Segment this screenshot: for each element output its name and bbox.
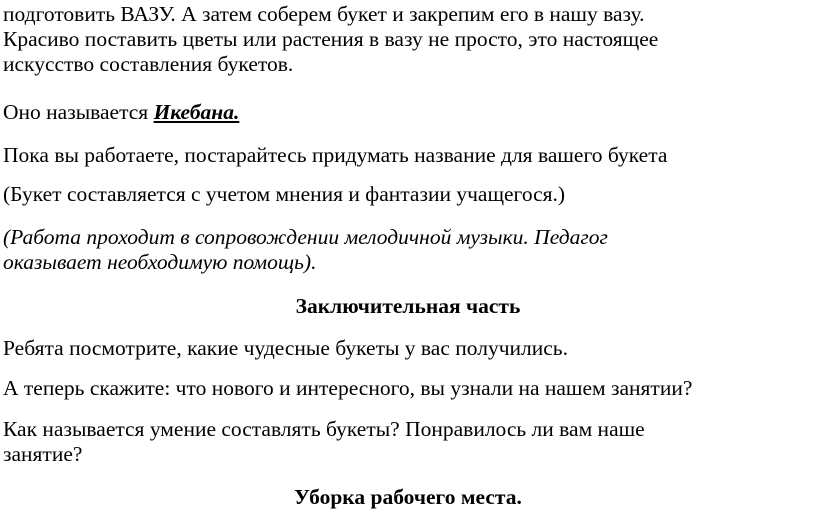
text-line: занятие? bbox=[3, 442, 83, 466]
text-line: оказывает необходимую помощь). bbox=[3, 250, 317, 274]
paragraph-vase-intro bbox=[3, 2, 803, 77]
paragraph-italic-note bbox=[3, 225, 803, 275]
text-line: искусство составления букетов. bbox=[3, 52, 294, 76]
text-prefix: Оно называется bbox=[3, 100, 154, 124]
text-line: подготовить ВАЗУ. А затем соберем букет и закрепим его в нашу вазу. bbox=[3, 2, 645, 26]
paragraph-what-new: А теперь скажите: что нового и интересного, вы узнали на нашем занятии? bbox=[3, 376, 693, 400]
paragraph-name-bouquet: Пока вы работаете, постарайтесь придумать название для вашего букета bbox=[3, 143, 668, 167]
paragraph-bouquet-note: (Букет составляется с учетом мнения и фантазии учащегося.) bbox=[3, 182, 566, 206]
term-ikebana: Икебана. bbox=[153, 100, 240, 124]
paragraph-ikebana bbox=[3, 100, 803, 125]
text-line: Как называется умение составлять букеты? Понравилось ли вам наше bbox=[3, 417, 645, 441]
heading-cleanup: Уборка рабочего места. bbox=[294, 485, 522, 509]
paragraph-look-bouquets: Ребята посмотрите, какие чудесные букеты у вас получились. bbox=[3, 336, 568, 360]
heading-final-part: Заключительная часть bbox=[295, 294, 521, 318]
text-line: (Работа проходит в сопровождении мелодичной музыки. Педагог bbox=[3, 225, 608, 249]
paragraph-question bbox=[3, 417, 803, 467]
text-line: Красиво поставить цветы или растения в вазу не просто, это настоящее bbox=[3, 27, 659, 51]
